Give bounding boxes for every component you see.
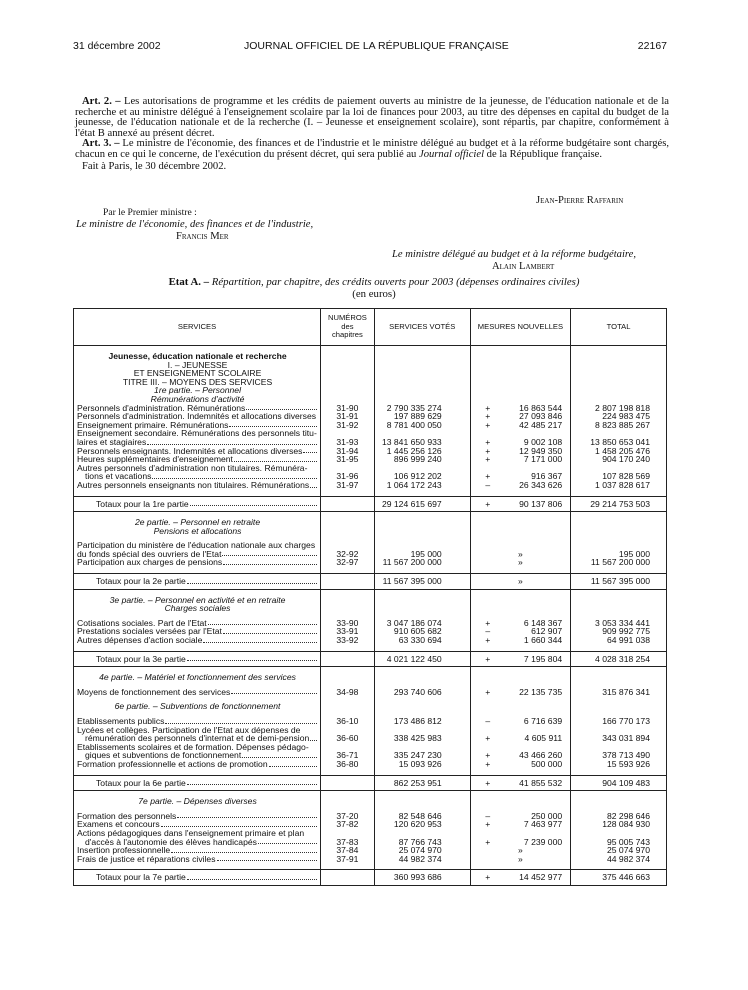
table-row: Formation des personnels 37-20 82 548 646 – 250 000 82 298 646 [74, 812, 667, 821]
journal-officiel-ref: Journal officiel [419, 148, 485, 160]
table-row: Autres personnels d'administration non titulaires. Rémunéra- tions et vacations 31-96 106 912 202 + 916 367 107 828 569 [74, 464, 667, 481]
page-header [0, 40, 748, 54]
minister-economy-title: Le ministre de l'économie, des finances et de l'industrie, [76, 219, 314, 230]
art3-text: Le ministre de l'économie, des finances et de l'industrie et le ministre délégué au budget et à la réforme budgétaire sont chargés, chacun en ce qui le concerne, de l'exécution du présent décret, qui sera publié au [75, 138, 669, 160]
art3-text-end: de la République française. [484, 148, 602, 160]
part-heading: Rémunérations d'activité [74, 395, 667, 404]
state-a-label: Etat A. – [168, 276, 210, 288]
part-heading: 7e partie. – Dépenses diverses [74, 797, 667, 806]
article-2 [75, 97, 669, 139]
table-row: Actions pédagogiques dans l'enseignement primaire et plan d'accès à l'autonomie des élèves handicapés 37-83 87 766 743 + 7 239 000 95 005 743 [74, 829, 667, 846]
total-row: Totaux pour la 1re partie 29 124 615 697 + 90 137 806 29 214 753 503 [74, 496, 667, 512]
credits-table [73, 308, 667, 886]
article-3 [75, 139, 669, 160]
table-row: Autres dépenses d'action sociale 33-92 63 330 694 + 1 660 344 64 991 038 [74, 636, 667, 645]
table-row: Cotisations sociales. Part de l'Etat 33-90 3 047 186 074 + 6 148 367 3 053 334 441 [74, 619, 667, 628]
header-page-number: 22167 [637, 40, 667, 52]
header-date: 31 décembre 2002 [73, 40, 161, 52]
part-heading: Pensions et allocations [74, 527, 667, 536]
minister-budget-title: Le ministre délégué au budget et à la réforme budgétaire, [392, 249, 637, 260]
table-row: Autres personnels enseignants non titulaires. Rémunérations 31-97 1 064 172 243 – 26 343 626 1 037 828 617 [74, 481, 667, 490]
total-row: Totaux pour la 6e partie 862 253 951 + 41 855 532 904 109 483 [74, 775, 667, 791]
art3-label: Art. 3. – [82, 138, 120, 150]
part-heading: 3e partie. – Personnel en activité et en retraite [74, 596, 667, 605]
table-row: Formation professionnelle et actions de promotion 36-80 15 093 926 + 500 000 15 593 926 [74, 760, 667, 769]
table-row: Moyens de fonctionnement des services 34-98 293 740 606 + 22 135 735 315 876 341 [74, 688, 667, 697]
table-row: Lycées et collèges. Participation de l'Etat aux dépenses de rémunération des personnels d'internat et de demi-pension 36-60 338 425 983 + 4 605 911 343 031 894 [74, 726, 667, 743]
table-row: Insertion professionnelle 37-84 25 074 970 » 25 074 970 [74, 846, 667, 855]
done-at-paris: Fait à Paris, le 30 décembre 2002. [82, 160, 227, 172]
total-row: Totaux pour la 7e partie 360 993 686 + 14 452 977 375 446 663 [74, 870, 667, 886]
table-row: Prestations sociales versées par l'Etat 33-91 910 605 682 – 612 907 909 992 775 [74, 627, 667, 636]
total-row: Totaux pour la 3e partie 4 021 122 450 + 7 195 804 4 028 318 254 [74, 651, 667, 667]
table-row: Enseignement primaire. Rémunérations 31-92 8 781 400 050 + 42 485 217 8 823 885 267 [74, 421, 667, 430]
table-row: Personnels d'administration. Rémunérations 31-90 2 790 335 274 + 16 863 544 2 807 198 818 [74, 404, 667, 413]
section-heading: I. – JEUNESSE [74, 361, 667, 370]
section-heading: ET ENSEIGNEMENT SCOLAIRE [74, 369, 667, 378]
table-row: Examens et concours 37-82 120 620 953 + 7 463 977 128 084 930 [74, 820, 667, 829]
section-heading: Jeunesse, éducation nationale et recherche [74, 352, 667, 361]
signature-alain-lambert: Alain Lambert [492, 261, 555, 272]
part-heading: 4e partie. – Matériel et fonctionnement des services [74, 673, 667, 682]
decree-text [75, 97, 669, 172]
by-prime-minister: Par le Premier ministre : [103, 207, 197, 218]
table-row: Enseignement secondaire. Rémunérations des personnels titu- laires et stagiaires 31-93 13 841 650 933 + 9 002 108 13 850 653 041 [74, 429, 667, 446]
part-heading: 2e partie. – Personnel en retraite [74, 518, 667, 527]
art2-text: Les autorisations de programme et les crédits de paiement ouverts au ministre de la jeunesse, de l'éducation nationale et de la recherche et au ministre délégué à l'enseignement scolaire par la loi de finances pour 2003, au titre des dépenses en capital du budget de la jeunesse, de l'éducation nationale et de la recherche (I. – Jeunesse et enseignement scolaire), sont répartis, par chapitre, conformément à l'état B annexé au présent décret. [75, 96, 669, 139]
table-row: Personnels enseignants. Indemnités et allocations diverses 31-94 1 445 256 126 + 12 949 350 1 458 205 476 [74, 447, 667, 456]
state-a-unit: (en euros) [352, 287, 396, 300]
col-mesures-nouvelles: MESURES NOUVELLES [470, 309, 570, 346]
table-row: Heures supplémentaires d'enseignement 31-95 896 999 240 + 7 171 000 904 170 240 [74, 455, 667, 464]
table-row: Etablissements publics 36-10 173 486 812 – 6 716 639 166 770 173 [74, 717, 667, 726]
part-heading: 6e partie. – Subventions de fonctionnement [74, 702, 667, 711]
signature-prime-minister: Jean-Pierre Raffarin [536, 195, 624, 206]
part-heading: 1re partie. – Personnel [74, 386, 667, 395]
art2-label: Art. 2. – [82, 96, 121, 107]
table-row: Personnels d'administration. Indemnités et allocations diverses 31-91 197 889 629 + 27 093 846 224 983 475 [74, 412, 667, 421]
col-chapter-numbers: NUMÉROS des chapitres [321, 309, 375, 346]
table-row: Frais de justice et réparations civiles 37-91 44 982 374 » 44 982 374 [74, 855, 667, 864]
col-services: SERVICES [74, 309, 321, 346]
section-heading: TITRE III. – MOYENS DES SERVICES [74, 378, 667, 387]
state-a-title [0, 277, 748, 300]
header-journal-title: JOURNAL OFFICIEL DE LA RÉPUBLIQUE FRANÇAISE [244, 40, 509, 52]
state-a-heading: Répartition, par chapitre, des crédits ouverts pour 2003 (dépenses ordinaires civiles) [211, 276, 580, 288]
part-heading: Charges sociales [74, 604, 667, 613]
col-total: TOTAL [571, 309, 667, 346]
total-row: Totaux pour la 2e partie 11 567 395 000 » 11 567 395 000 [74, 574, 667, 590]
table-row: Etablissements scolaires et de formation. Dépenses pédago- giques et subventions de fonctionnement 36-71 335 247 230 + 43 466 260 378 713 490 [74, 743, 667, 760]
signature-francis-mer: Francis Mer [176, 231, 229, 242]
table-row: Participation aux charges de pensions 32-97 11 567 200 000 » 11 567 200 000 [74, 558, 667, 567]
col-services-votes: SERVICES VOTÉS [374, 309, 470, 346]
table-row: Participation du ministère de l'éducation nationale aux charges du fonds spécial des ouvriers de l'Etat 32-92 195 000 » 195 000 [74, 541, 667, 558]
table-header-row [74, 309, 667, 346]
